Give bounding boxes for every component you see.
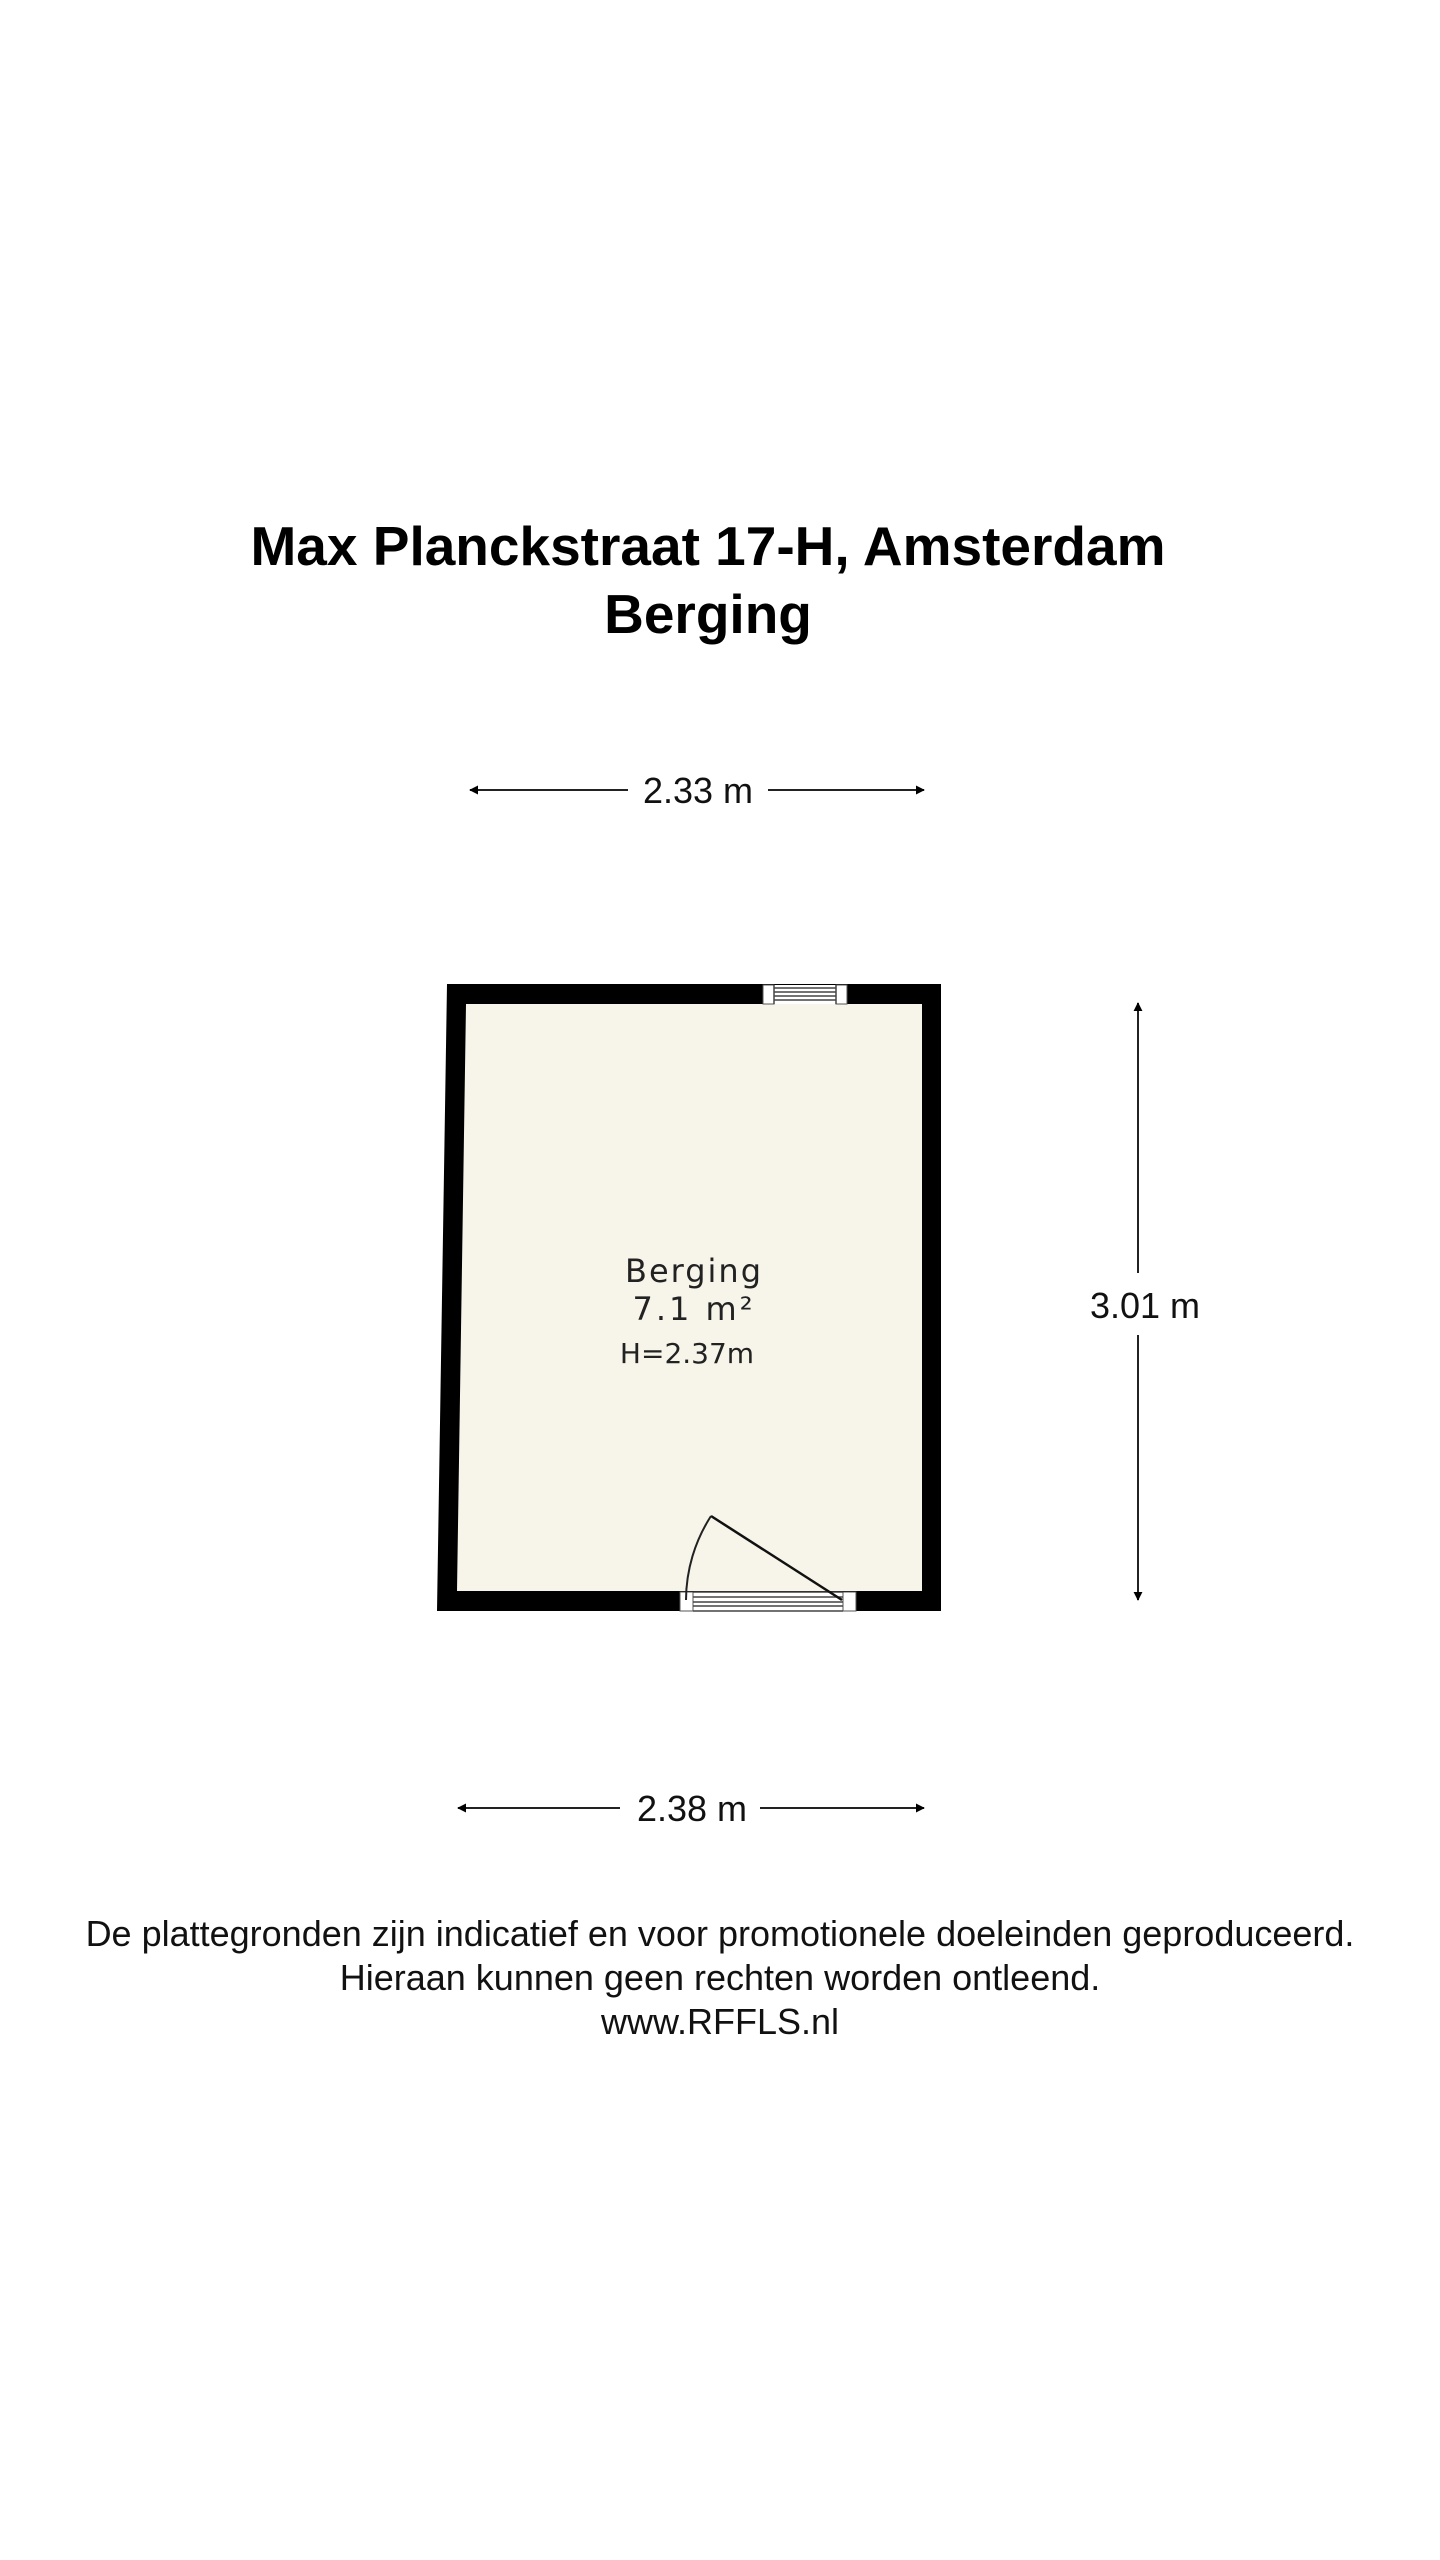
dimension-bottom-label: 2.38 m (636, 1788, 748, 1829)
room-area-label: 7.1 m² (632, 1290, 756, 1328)
disclaimer-line-1: De plattegronden zijn indicatief en voor promotionele doeleinden geproduceerd. (85, 1913, 1355, 1954)
room-name-label: Berging (624, 1252, 764, 1290)
room-height-label: H=2.37m (619, 1337, 755, 1370)
dimension-top-label: 2.33 m (642, 770, 754, 811)
dimension-right-label: 3.01 m (1089, 1285, 1201, 1326)
dimension-bottom (458, 1788, 924, 1829)
page-title-floor: Berging (604, 583, 812, 645)
window-icon (763, 985, 847, 1004)
website-link[interactable]: www.RFFLS.nl (600, 2001, 840, 2042)
disclaimer-line-2: Hieraan kunnen geen rechten worden ontleend. (339, 1957, 1101, 1998)
page-title-address: Max Planckstraat 17-H, Amsterdam (250, 515, 1166, 577)
dimension-top (470, 770, 924, 811)
dimension-right (1090, 1003, 1200, 1600)
room-berging (437, 984, 941, 1611)
